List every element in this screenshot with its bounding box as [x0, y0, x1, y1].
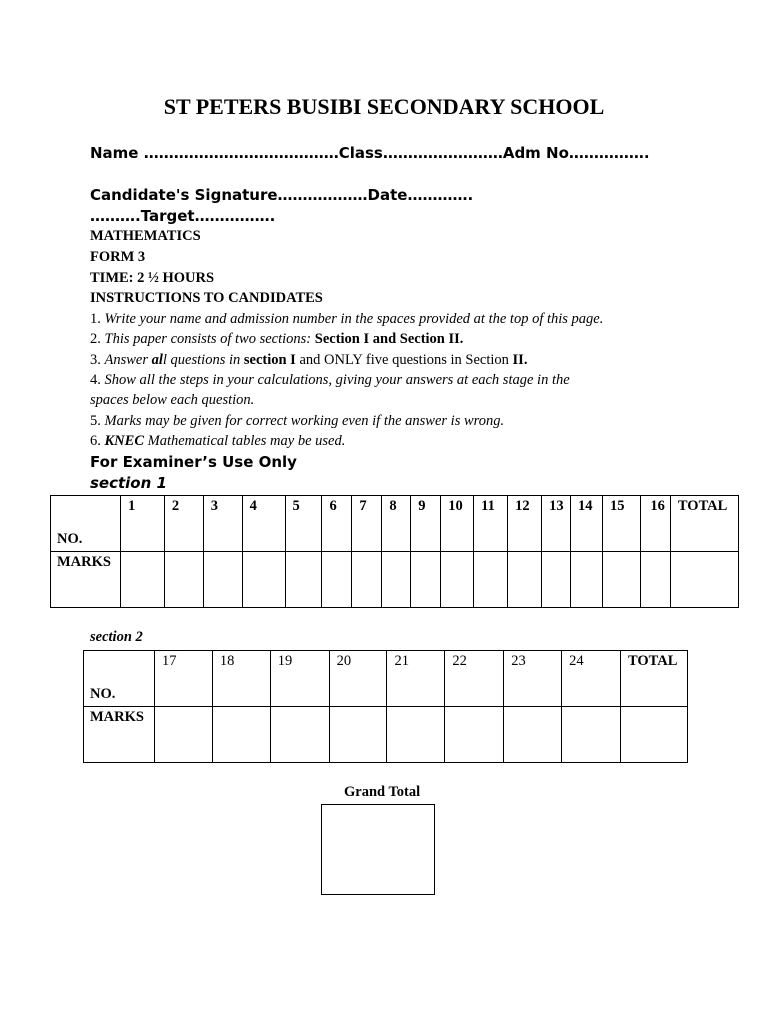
question-cell	[120, 496, 164, 552]
instruction-number: 2.	[90, 331, 105, 347]
marks-cell[interactable]	[387, 707, 445, 763]
section-2-marks-table	[83, 650, 688, 763]
grand-total-label: Grand Total	[344, 784, 421, 800]
instruction-5	[90, 413, 504, 430]
question-cell	[322, 496, 352, 552]
question-number: 1	[127, 498, 136, 514]
marks-row	[51, 552, 739, 608]
marks-cell[interactable]	[474, 552, 508, 608]
instruction-bold: al	[151, 352, 163, 368]
marks-cell[interactable]	[504, 707, 562, 763]
question-cell	[411, 496, 441, 552]
question-number: 20	[336, 653, 352, 669]
question-cell	[242, 496, 285, 552]
examiner-heading: For Examiner’s Use Only	[90, 453, 297, 471]
marks-cell[interactable]	[270, 707, 329, 763]
marks-cell[interactable]	[322, 552, 352, 608]
instruction-2	[90, 331, 463, 348]
instruction-text: Answer	[104, 352, 152, 368]
question-number: 12	[515, 498, 530, 514]
question-number: 2	[171, 498, 180, 514]
question-number: 19	[277, 653, 293, 669]
marks-cell[interactable]	[285, 552, 322, 608]
marks-label: MARKS	[57, 554, 111, 570]
marks-cell[interactable]	[640, 552, 670, 608]
marks-header-cell	[51, 552, 121, 608]
marks-row	[84, 707, 688, 763]
question-cell	[387, 651, 445, 707]
marks-header-cell	[84, 707, 155, 763]
question-number: 18	[219, 653, 235, 669]
question-number: 9	[418, 498, 426, 514]
marks-cell[interactable]	[571, 552, 603, 608]
instructions-heading: INSTRUCTIONS TO CANDIDATES	[90, 290, 323, 306]
instruction-bold: section I	[243, 352, 296, 368]
no-label: NO.	[90, 686, 116, 702]
subject: MATHEMATICS	[90, 228, 201, 244]
marks-cell[interactable]	[441, 552, 474, 608]
question-cell	[571, 496, 603, 552]
target-line: ……….Target…………….	[90, 207, 276, 225]
marks-cell[interactable]	[445, 707, 504, 763]
question-number: 10	[448, 498, 463, 514]
section-1-label: section 1	[90, 474, 167, 492]
signature-date-line: Candidate's Signature………………Date………….	[90, 186, 474, 204]
question-number: 21	[394, 653, 409, 669]
total-label: TOTAL	[627, 653, 678, 669]
question-cell	[474, 496, 508, 552]
question-number: 8	[389, 498, 397, 514]
question-cell	[603, 496, 641, 552]
marks-cell[interactable]	[542, 552, 571, 608]
question-number: 23	[511, 653, 526, 669]
question-number-row	[51, 496, 739, 552]
instruction-number: 5.	[90, 413, 105, 429]
instruction-number: 3.	[90, 352, 105, 368]
total-marks-cell[interactable]	[670, 552, 738, 608]
instruction-number: 6.	[90, 433, 105, 449]
question-cell	[441, 496, 474, 552]
time-label: TIME: 2 ½ HOURS	[90, 270, 215, 286]
instruction-text: Marks may be given for correct working even if the answer is wrong.	[104, 413, 505, 429]
no-header-cell	[84, 651, 155, 707]
question-number: 3	[210, 498, 218, 514]
marks-cell[interactable]	[164, 552, 203, 608]
marks-cell[interactable]	[329, 707, 387, 763]
question-number: 13	[549, 498, 564, 514]
question-number: 16	[650, 498, 665, 514]
no-header-cell	[51, 496, 121, 552]
question-cell	[203, 496, 242, 552]
name-class-adm-line: Name …………………………………Class……………………Adm No…………….	[90, 144, 650, 162]
instruction-text: This paper consists of two sections:	[104, 331, 315, 347]
instruction-6	[90, 433, 345, 450]
question-cell	[562, 651, 621, 707]
question-number: 6	[329, 498, 337, 514]
total-marks-cell[interactable]	[620, 707, 687, 763]
instruction-4-continued: spaces below each question.	[90, 392, 255, 408]
instruction-text: and ONLY five questions in Section	[295, 352, 513, 368]
question-number: 15	[610, 498, 625, 514]
instruction-text: Mathematical tables may be used.	[144, 433, 346, 449]
question-cell	[640, 496, 670, 552]
form-label: FORM 3	[90, 249, 146, 265]
question-cell	[352, 496, 382, 552]
instruction-bold: II.	[512, 352, 528, 368]
question-cell	[154, 651, 212, 707]
question-number: 7	[359, 498, 367, 514]
section-1-marks-table	[50, 495, 739, 608]
question-cell	[508, 496, 542, 552]
total-header-cell	[620, 651, 687, 707]
marks-cell[interactable]	[603, 552, 641, 608]
question-cell	[504, 651, 562, 707]
marks-cell[interactable]	[352, 552, 382, 608]
section-2-label: section 2	[90, 629, 143, 645]
instruction-text: Write your name and admission number in the spaces provided at the top of this page.	[104, 311, 604, 327]
question-cell	[445, 651, 504, 707]
total-label: TOTAL	[677, 498, 728, 514]
instruction-bold: KNEC	[104, 433, 144, 449]
question-number: 5	[292, 498, 300, 514]
question-number: 4	[249, 498, 257, 514]
instruction-number: 4.	[90, 372, 105, 388]
marks-cell[interactable]	[508, 552, 542, 608]
instruction-4	[90, 372, 570, 389]
question-number: 14	[578, 498, 593, 514]
question-cell	[329, 651, 387, 707]
marks-cell[interactable]	[382, 552, 411, 608]
question-cell	[270, 651, 329, 707]
instruction-bold: Section I and Section II.	[314, 331, 464, 347]
question-cell	[382, 496, 411, 552]
marks-cell[interactable]	[120, 552, 164, 608]
question-number: 17	[161, 653, 177, 669]
instruction-1	[90, 311, 603, 328]
instruction-3	[90, 352, 527, 369]
grand-total-box[interactable]	[321, 804, 435, 895]
marks-cell[interactable]	[203, 552, 242, 608]
marks-cell[interactable]	[212, 707, 270, 763]
question-cell	[164, 496, 203, 552]
total-header-cell	[670, 496, 738, 552]
instruction-number: 1.	[90, 311, 105, 327]
question-number: 24	[569, 653, 584, 669]
question-cell	[285, 496, 322, 552]
instruction-text: l questions in	[162, 352, 244, 368]
question-cell	[212, 651, 270, 707]
instruction-text: Show all the steps in your calculations, giving your answers at each stage in the	[104, 372, 570, 388]
marks-cell[interactable]	[411, 552, 441, 608]
school-name: ST PETERS BUSIBI SECONDARY SCHOOL	[163, 94, 605, 119]
marks-cell[interactable]	[242, 552, 285, 608]
marks-cell[interactable]	[562, 707, 621, 763]
marks-cell[interactable]	[154, 707, 212, 763]
question-number-row	[84, 651, 688, 707]
question-number: 11	[481, 498, 495, 514]
question-cell	[542, 496, 571, 552]
question-number: 22	[452, 653, 467, 669]
no-label: NO.	[57, 531, 83, 547]
marks-label: MARKS	[90, 709, 144, 725]
